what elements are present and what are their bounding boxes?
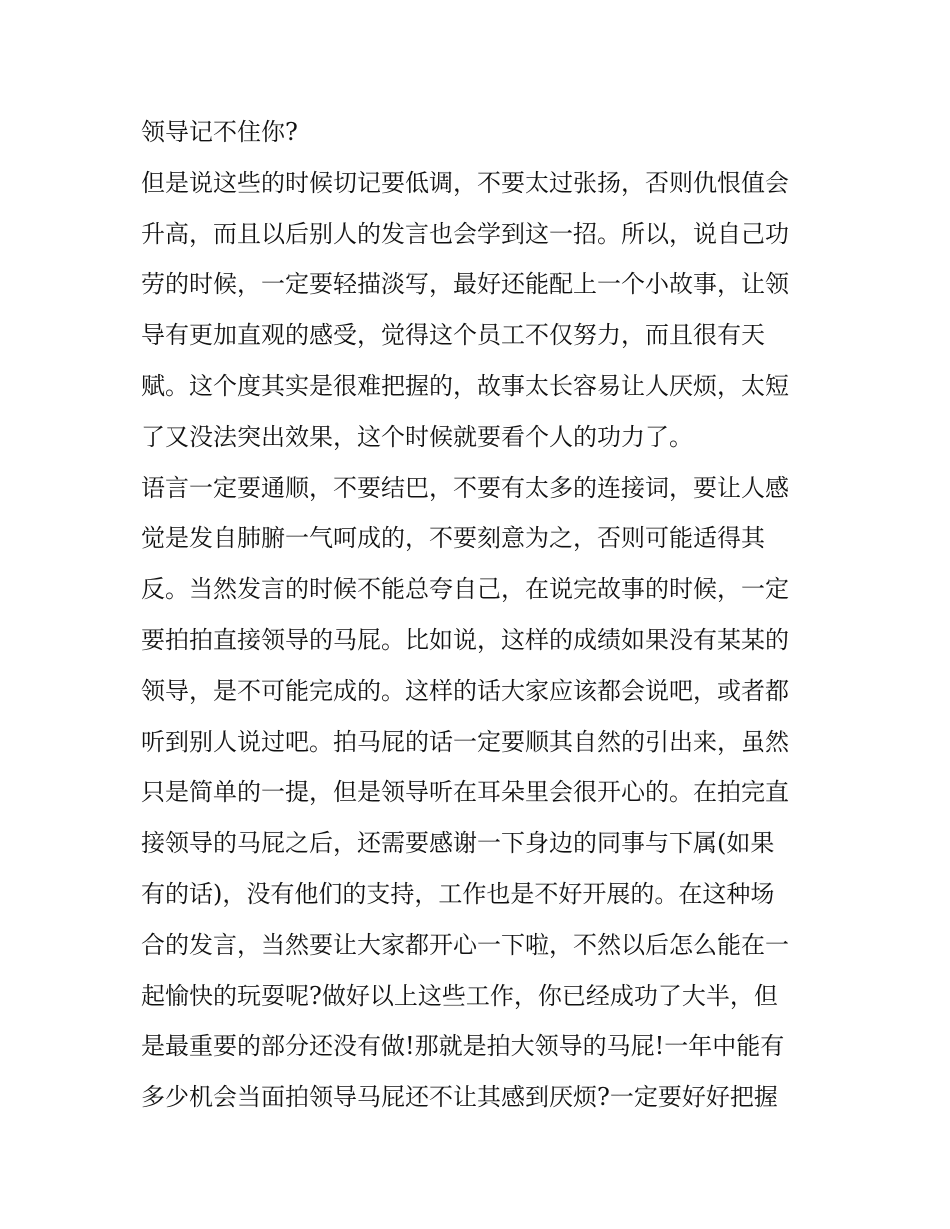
body-text bbox=[141, 107, 821, 1123]
text-line: 合的发言，当然要让大家都开心一下啦，不然以后怎么能在一 bbox=[141, 930, 789, 959]
text-line: 赋。这个度其实是很难把握的，故事太长容易让人厌烦，太短 bbox=[141, 371, 789, 400]
text-line: 觉是发自肺腑一气呵成的，不要刻意为之，否则可能适得其 bbox=[141, 524, 765, 553]
text-line: 是最重要的部分还没有做!那就是拍大领导的马屁!一年中能有 bbox=[141, 1032, 785, 1061]
text-line: 听到别人说过吧。拍马屁的话一定要顺其自然的引出来，虽然 bbox=[141, 727, 789, 756]
text-line: 但是说这些的时候切记要低调，不要太过张扬，否则仇恨值会 bbox=[141, 168, 789, 197]
text-line: 有的话)，没有他们的支持，工作也是不好开展的。在这种场 bbox=[141, 879, 775, 908]
text-line: 接领导的马屁之后，还需要感谢一下身边的同事与下属(如果 bbox=[141, 829, 775, 858]
text-line: 领导记不住你? bbox=[141, 118, 298, 146]
text-line: 领导，是不可能完成的。这样的话大家应该都会说吧，或者都 bbox=[141, 676, 789, 705]
text-line: 多少机会当面拍领导马屁还不让其感到厌烦?一定要好好把握 bbox=[141, 1083, 778, 1112]
text-line: 起愉快的玩耍呢?做好以上这些工作，你已经成功了大半，但 bbox=[141, 981, 778, 1010]
text-line: 反。当然发言的时候不能总夸自己，在说完故事的时候，一定 bbox=[141, 575, 789, 604]
text-line: 要拍拍直接领导的马屁。比如说，这样的成绩如果没有某某的 bbox=[141, 625, 789, 654]
text-line: 导有更加直观的感受，觉得这个员工不仅努力，而且很有天 bbox=[141, 321, 765, 350]
text-line: 升高，而且以后别人的发言也会学到这一招。所以，说自己功 bbox=[141, 219, 789, 248]
text-line: 劳的时候，一定要轻描淡写，最好还能配上一个小故事，让领 bbox=[141, 270, 789, 299]
text-line: 了又没法突出效果，这个时候就要看个人的功力了。 bbox=[141, 422, 693, 451]
text-line: 语言一定要通顺，不要结巴，不要有太多的连接词，要让人感 bbox=[141, 473, 789, 502]
text-line: 只是简单的一提，但是领导听在耳朵里会很开心的。在拍完直 bbox=[141, 778, 789, 807]
